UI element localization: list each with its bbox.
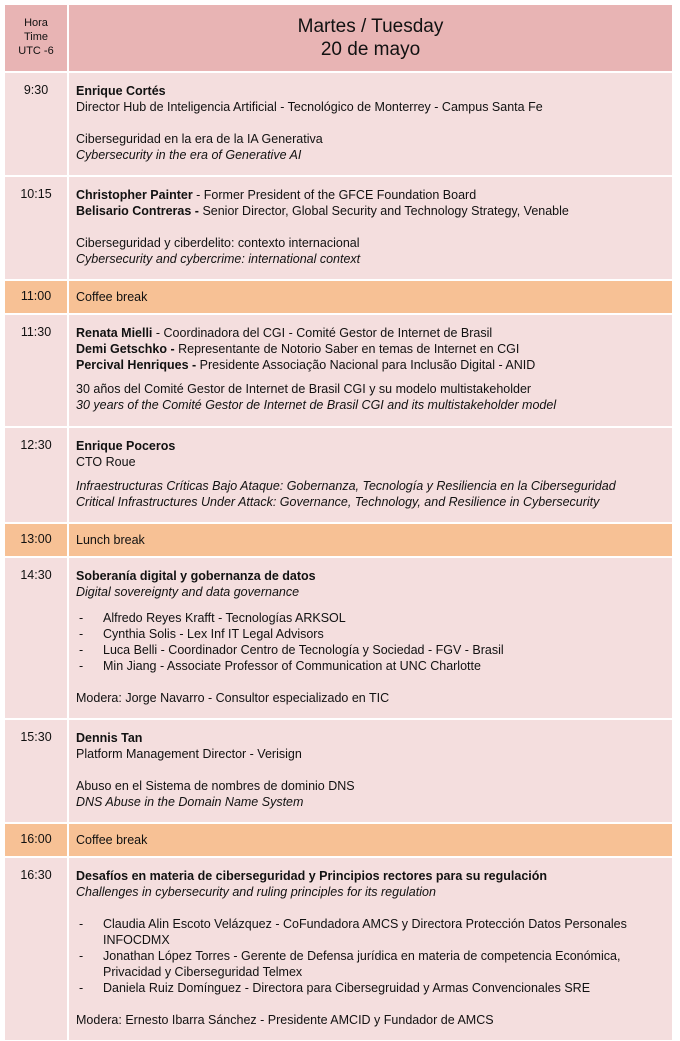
break-row: [4, 523, 673, 557]
hora-label: Hora: [24, 17, 48, 29]
moderator: Modera: Ernesto Ibarra Sánchez - Presidente AMCID y Fundador de AMCS: [76, 1013, 494, 1027]
panelist-item: - Jonathan López Torres - Gerente de Defensa jurídica en materia de competencia Económica, Privacidad y Ciberseguridad Telmex: [76, 948, 666, 980]
panelist-item: - Alfredo Reyes Krafft - Tecnologías ARKSOL: [76, 610, 666, 626]
talk-title-es: Abuso en el Sistema de nombres de dominio DNS: [76, 779, 355, 793]
speaker-name: Belisario Contreras -: [76, 204, 199, 218]
panel-row: [4, 857, 673, 1041]
speaker-line: [76, 203, 666, 219]
talk-title-en: DNS Abuse in the Domain Name System: [76, 795, 304, 809]
speaker-line: [76, 341, 666, 357]
panel-row: [4, 557, 673, 719]
speaker-role: Presidente Associação Nacional para Inclusão Digital - ANID: [196, 358, 536, 372]
session-time: 14:30: [4, 557, 68, 719]
speaker-role: Representante de Notorio Saber en temas de Internet en CGI: [174, 342, 520, 356]
talk-title-en: Cybersecurity in the era of Generative AI: [76, 148, 302, 162]
time-column-header: [4, 4, 68, 72]
session-time: 16:30: [4, 857, 68, 1041]
panelist-item: - Claudia Alin Escoto Velázquez - CoFundadora AMCS y Directora Protección Datos Personales INFOCDMX: [76, 916, 666, 948]
speaker-affiliation: Director Hub de Inteligencia Artificial - Tecnológico de Monterrey - Campus Santa Fe: [76, 100, 543, 114]
panelist-item: - Cynthia Solis - Lex Inf IT Legal Advisors: [76, 626, 666, 642]
break-label: Coffee break: [68, 280, 673, 314]
panel-details: [68, 857, 673, 1041]
day-title: Martes / Tuesday: [297, 16, 444, 37]
panelist-item: - Daniela Ruiz Domínguez - Directora para Cibersegruidad y Armas Convencionales SRE: [76, 980, 666, 996]
panel-title-en: Challenges in cybersecurity and ruling principles for its regulation: [76, 885, 436, 899]
speaker-affiliation: Platform Management Director - Verisign: [76, 747, 302, 761]
session-time: 11:30: [4, 314, 68, 427]
break-row: [4, 280, 673, 314]
session-time: 15:30: [4, 719, 68, 823]
speaker-name: Demi Getschko -: [76, 342, 175, 356]
time-label: Time: [23, 31, 49, 43]
speaker-name: Dennis Tan: [76, 731, 143, 745]
panelist-item: - Min Jiang - Associate Professor of Communication at UNC Charlotte: [76, 658, 666, 674]
speaker-name: Enrique Poceros: [76, 439, 176, 453]
panelist-item: - Luca Belli - Coordinador Centro de Tecnología y Sociedad - FGV - Brasil: [76, 642, 666, 658]
session-time: 9:30: [4, 72, 68, 176]
moderator: Modera: Jorge Navarro - Consultor especializado en TIC: [76, 691, 390, 705]
speaker-name: Percival Henriques -: [76, 358, 197, 372]
session-details: [68, 427, 673, 523]
speaker-line: [76, 325, 666, 341]
talk-title-es: Ciberseguridad y ciberdelito: contexto internacional: [76, 236, 360, 250]
session-details: [68, 72, 673, 176]
panel-title-en: Digital sovereignty and data governance: [76, 585, 300, 599]
session-time: 10:15: [4, 176, 68, 280]
talk-title-es: 30 años del Comité Gestor de Internet de Brasil CGI y su modelo multistakeholder: [76, 382, 532, 396]
session-time: 12:30: [4, 427, 68, 523]
session-row: [4, 427, 673, 523]
speaker-name: Enrique Cortés: [76, 84, 166, 98]
speaker-role: - Coordinadora del CGI - Comité Gestor de Internet de Brasil: [152, 326, 493, 340]
schedule-table: [4, 4, 673, 1041]
speaker-role: - Former President of the GFCE Foundation Board: [192, 188, 477, 202]
session-row: [4, 72, 673, 176]
speaker-name: Renata Mielli: [76, 326, 153, 340]
day-header: [68, 4, 673, 72]
session-row: [4, 314, 673, 427]
speaker-line: [76, 357, 666, 373]
talk-title-es: Ciberseguridad en la era de la IA Generativa: [76, 132, 323, 146]
panel-details: [68, 557, 673, 719]
panelist-list: [76, 610, 666, 674]
utc-label: UTC -6: [18, 45, 54, 57]
break-label: Coffee break: [68, 823, 673, 857]
session-details: [68, 176, 673, 280]
speaker-role: Senior Director, Global Security and Technology Strategy, Venable: [198, 204, 569, 218]
session-row: [4, 176, 673, 280]
break-row: [4, 823, 673, 857]
break-time: 16:00: [4, 823, 68, 857]
session-details: [68, 314, 673, 427]
panel-title: Desafíos en materia de ciberseguridad y Principios rectores para su regulación: [76, 869, 548, 883]
talk-title-en: 30 years of the Comité Gestor de Internet de Brasil CGI and its multistakeholder model: [76, 398, 557, 412]
speaker-name: Christopher Painter: [76, 188, 193, 202]
break-time: 13:00: [4, 523, 68, 557]
talk-title-en: Critical Infrastructures Under Attack: Governance, Technology, and Resilience in Cybersecurity: [76, 495, 600, 509]
break-label: Lunch break: [68, 523, 673, 557]
speaker-affiliation: CTO Roue: [76, 455, 136, 469]
panelist-list: [76, 916, 666, 996]
header-row: [4, 4, 673, 72]
panel-title: Soberanía digital y gobernanza de datos: [76, 569, 316, 583]
talk-title-es: Infraestructuras Críticas Bajo Ataque: Gobernanza, Tecnología y Resiliencia en la Ciberseguridad: [76, 479, 616, 493]
session-details: [68, 719, 673, 823]
date-title: 20 de mayo: [320, 39, 421, 60]
speaker-line: [76, 187, 666, 203]
session-row: [4, 719, 673, 823]
talk-title-en: Cybersecurity and cybercrime: international context: [76, 252, 361, 266]
break-time: 11:00: [4, 280, 68, 314]
